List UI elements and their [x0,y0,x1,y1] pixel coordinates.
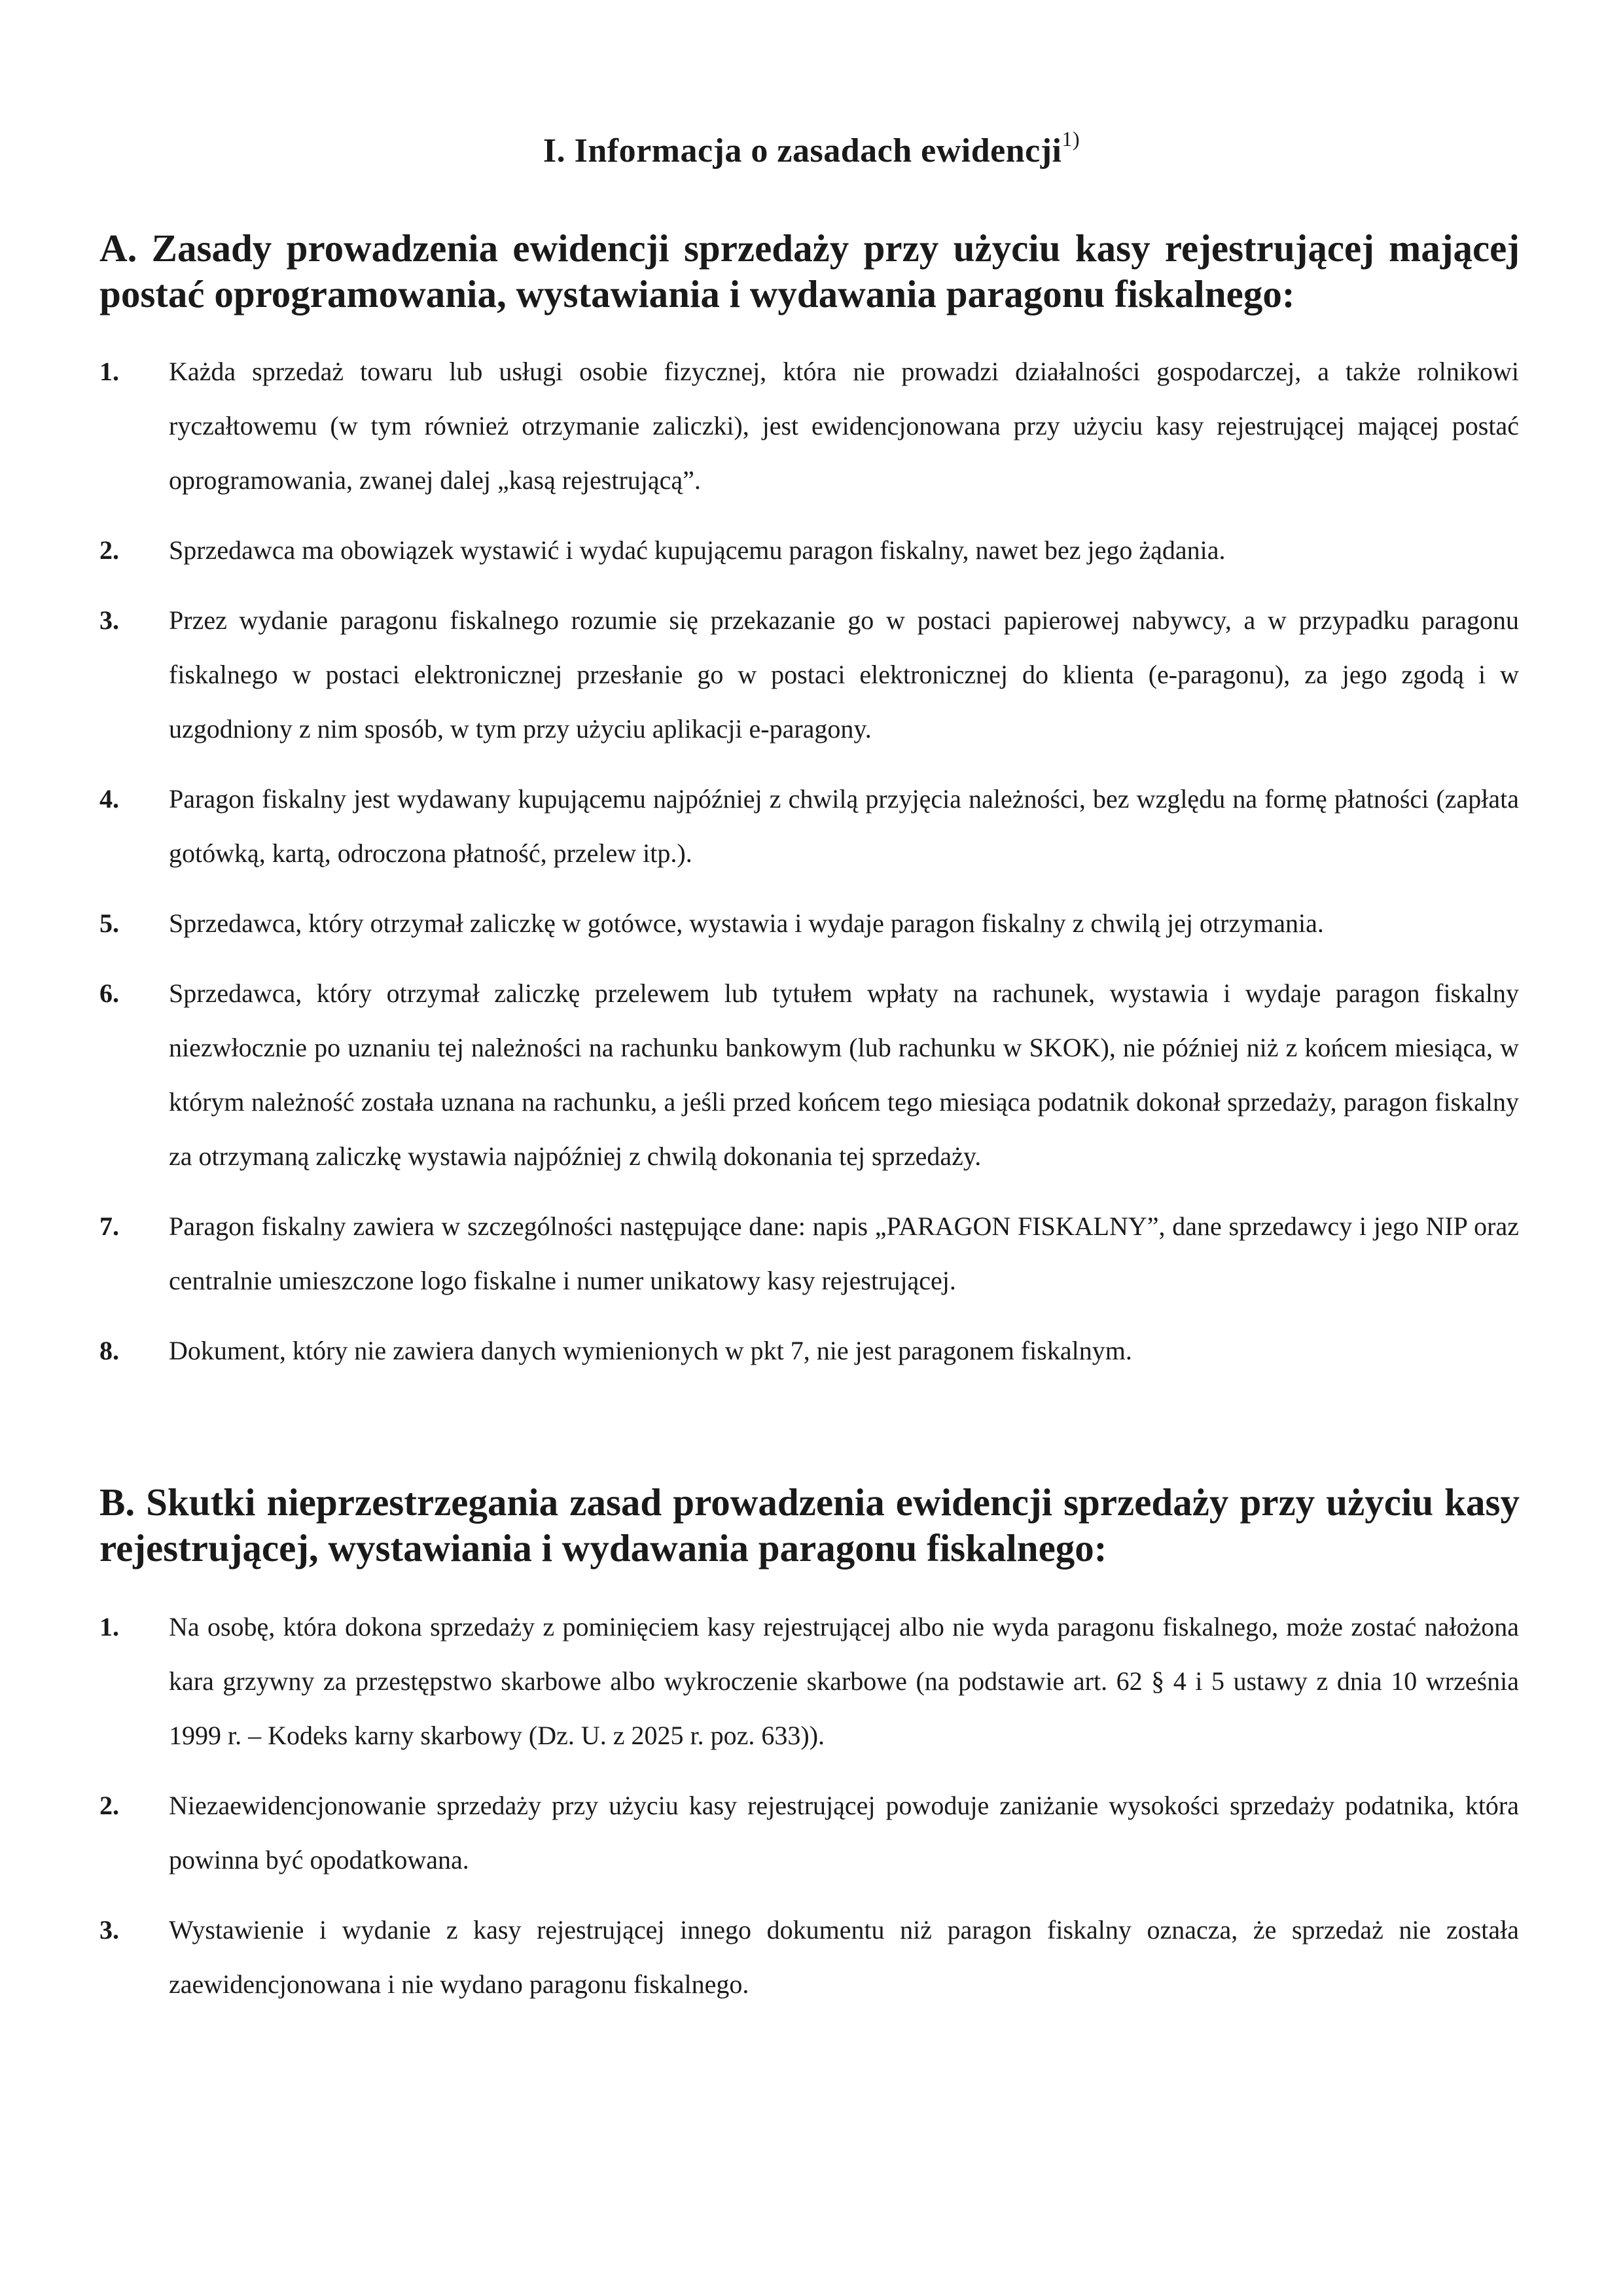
list-item-text: Dokument, który nie zawiera danych wymienionych w pkt 7, nie jest paragonem fiskalnym. [169,1336,1132,1365]
section-a-list [0,344,1623,1378]
list-item-text: Sprzedawca, który otrzymał zaliczkę w gotówce, wystawia i wydaje paragon fiskalny z chwilą jej otrzymania. [169,908,1324,938]
list-item-text: Każda sprzedaż towaru lub usługi osobie fizycznej, która nie prowadzi działalności gospodarczej, a także rolnikowi ryczałtowemu (w tym również otrzymanie zaliczki), jest ewidencjonowana przy użyciu kasy rejestrującej mającej postać oprogramowania, zwanej dalej „kasą rejestrującą”. [169,357,1519,495]
list-item [0,772,1623,880]
list-item-number: 5. [99,908,119,938]
document-title [0,128,1623,174]
list-item [0,523,1623,577]
list-item [0,1778,1623,1887]
list-item-number: 2. [99,535,119,565]
list-item-text: Sprzedawca, który otrzymał zaliczkę przelewem lub tytułem wpłaty na rachunek, wystawia i wydaje paragon fiskalny niezwłocznie po uznaniu tej należności na rachunku bankowym (lub rachunku w SKOK), nie później niż z końcem miesiąca, w którym należność została uznana na rachunku, a jeśli przed końcem tego miesiąca podatnik dokonał sprzedaży, paragon fiskalny za otrzymaną zaliczkę wystawia najpóźniej z chwilą dokonania tej sprzedaży. [169,978,1519,1171]
document-title-text: I. Informacja o zasadach ewidencji [543,132,1062,170]
list-item [0,966,1623,1183]
list-item-number: 1. [99,357,119,386]
list-item [0,1903,1623,2011]
list-item-number: 7. [99,1211,119,1241]
section-a-heading: A. Zasady prowadzenia ewidencji sprzedaży przy użyciu kasy rejestrującej mającej postać oprogramowania, wystawiania i wydawania paragonu fiskalnego: [99,226,1520,315]
list-item-text: Na osobę, która dokona sprzedaży z pominięciem kasy rejestrującej albo nie wyda paragonu fiskalnego, może zostać nałożona kara grzywny za przestępstwo skarbowe albo wykroczenie skarbowe (na podstawie art. 62 § 4 i 5 ustawy z dnia 10 września 1999 r. – Kodeks karny skarbowy (Dz. U. z 2025 r. poz. 633)). [169,1612,1519,1750]
list-item-number: 6. [99,978,119,1008]
list-item-text: Przez wydanie paragonu fiskalnego rozumie się przekazanie go w postaci papierowej nabywcy, a w przypadku paragonu fiskalnego w postaci elektronicznej przesłanie go w postaci elektronicznej do klienta (e-paragonu), za jego zgodą i w uzgodniony z nim sposób, w tym przy użyciu aplikacji e-paragony. [169,605,1519,744]
list-item-number: 1. [99,1612,119,1641]
list-item-text: Sprzedawca ma obowiązek wystawić i wydać kupującemu paragon fiskalny, nawet bez jego żądania. [169,535,1226,565]
list-item-text: Paragon fiskalny jest wydawany kupującemu najpóźniej z chwilą przyjęcia należności, bez względu na formę płatności (zapłata gotówką, kartą, odroczona płatność, przelew itp.). [169,784,1519,868]
list-item-number: 4. [99,784,119,814]
section-b-heading: B. Skutki nieprzestrzegania zasad prowadzenia ewidencji sprzedaży przy użyciu kasy rejestrującej, wystawiania i wydawania paragonu fiskalnego: [99,1480,1520,1570]
list-item [0,1600,1623,1763]
list-item-text: Niezaewidencjonowanie sprzedaży przy użyciu kasy rejestrującej powoduje zaniżanie wysokości sprzedaży podatnika, która powinna być opodatkowana. [169,1791,1519,1874]
list-item-number: 2. [99,1791,119,1820]
list-item [0,593,1623,756]
section-b-list [0,1600,1623,2011]
title-footnote-marker: 1) [1061,127,1080,151]
list-item-number: 3. [99,605,119,635]
list-item-text: Wystawienie i wydanie z kasy rejestrującej innego dokumentu niż paragon fiskalny oznacza, że sprzedaż nie została zaewidencjonowana i nie wydano paragonu fiskalnego. [169,1915,1519,1999]
list-item [0,1199,1623,1308]
list-item-text: Paragon fiskalny zawiera w szczególności następujące dane: napis „PARAGON FISKALNY”, dane sprzedawcy i jego NIP oraz centralnie umieszczone logo fiskalne i numer unikatowy kasy rejestrującej. [169,1211,1519,1295]
list-item-number: 8. [99,1336,119,1365]
list-item [0,896,1623,950]
list-item-number: 3. [99,1915,119,1945]
list-item [0,1323,1623,1378]
list-item [0,344,1623,507]
